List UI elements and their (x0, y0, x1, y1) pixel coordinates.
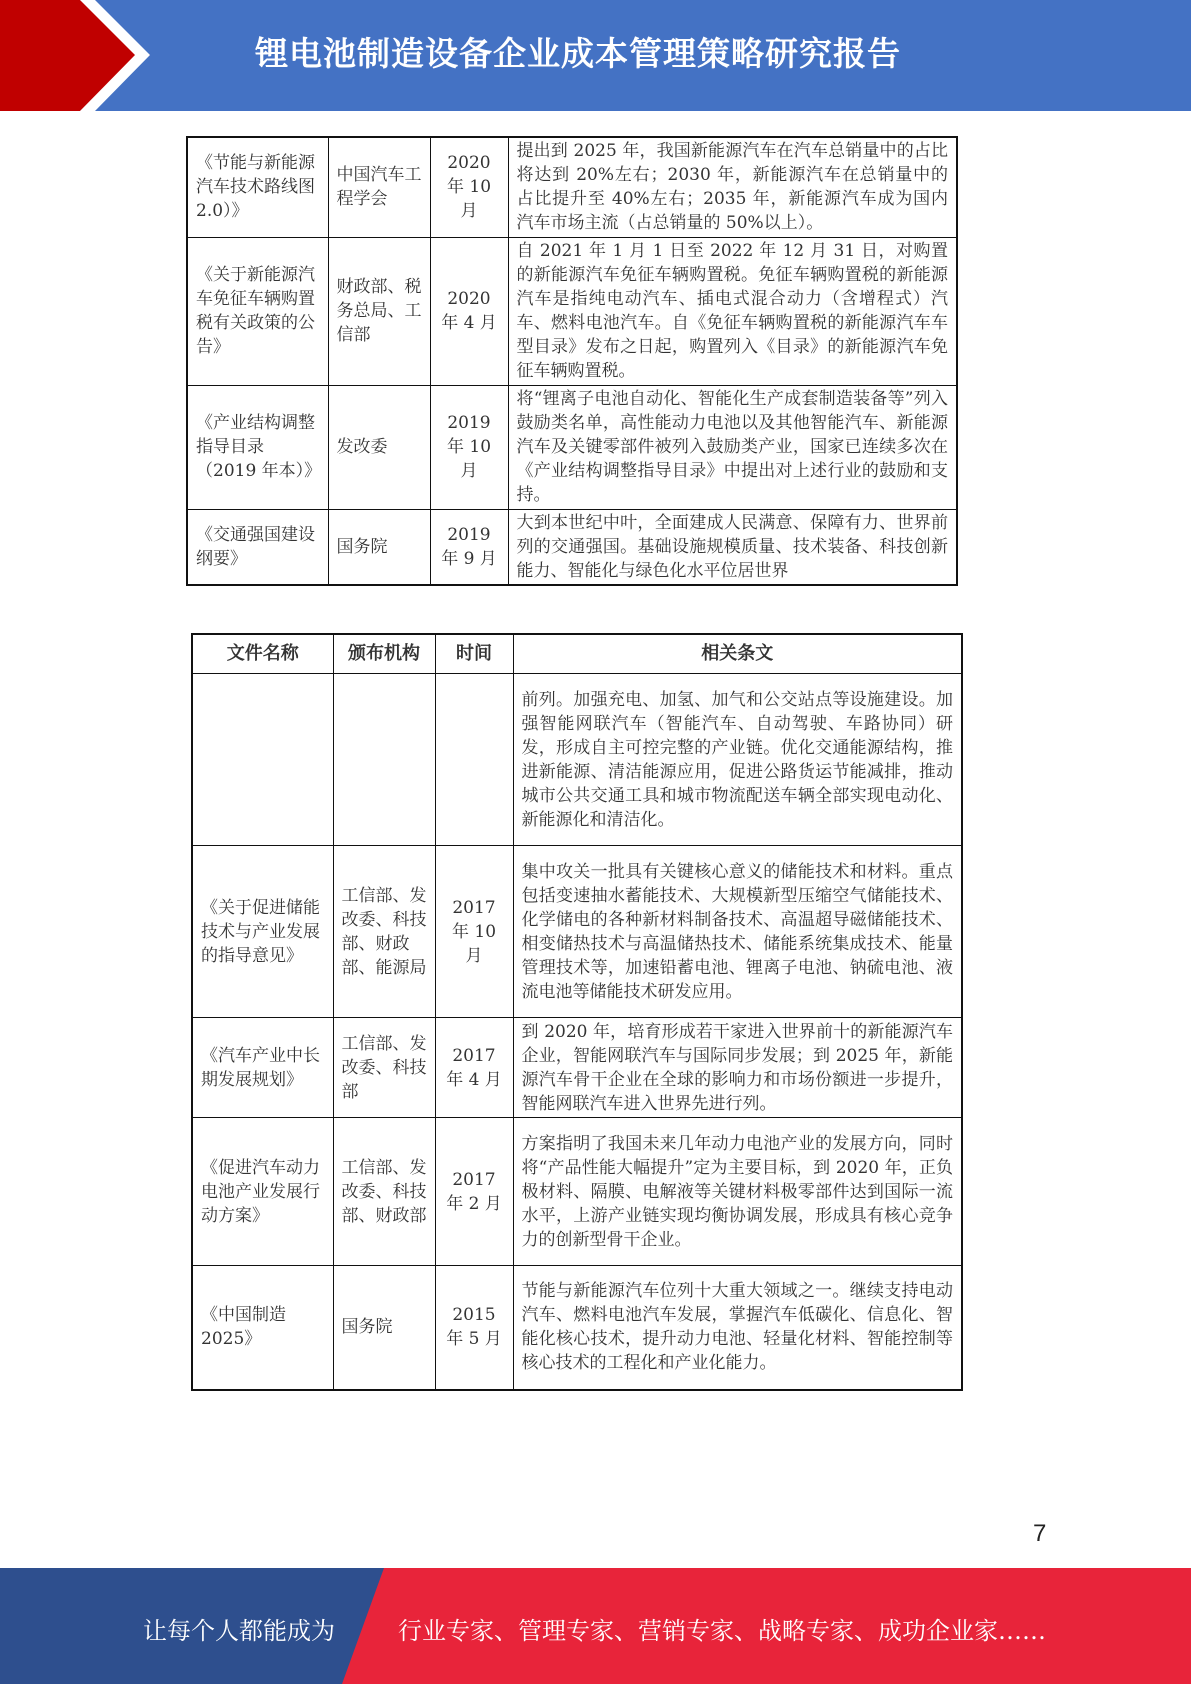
clause-cell: 将“锂离子电池自动化、智能化生产成套制造装备等”列入鼓励类名单，高性能动力电池以及其他智能汽车、新能源汽车及关键零部件被列入鼓励类产业，国家已连续多次在《产业结构调整指导目录》中提出对上述行业的鼓励和支持。 (508, 385, 957, 509)
clause-cell: 集中攻关一批具有关键核心意义的储能技术和材料。重点包括变速抽水蓄能技术、大规模新型压缩空气储能技术、化学储电的各种新材料制备技术、高温超导磁储能技术、相变储热技术与高温储热技术、储能系统集成技术、能量管理技术等，加速铅蓄电池、锂离子电池、钠硫电池、液流电池等储能技术研发应用。 (513, 846, 962, 1018)
table-row (192, 1118, 962, 1266)
table-row (187, 137, 957, 237)
clause-cell: 前列。加强充电、加氢、加气和公交站点等设施建设。加强智能网联汽车（智能汽车、自动驾驶、车路协同）研发，形成自主可控完整的产业链。优化交通能源结构，推进新能源、清洁能源应用，促进公路货运节能减排，推动城市公共交通工具和城市物流配送车辆全部实现电动化、新能源化和清洁化。 (513, 674, 962, 846)
doc-name-cell: 《产业结构调整指导目录（2019 年本）》 (187, 385, 328, 509)
time-cell: 2017 年 2 月 (435, 1118, 513, 1266)
header-red-arrow (0, 0, 150, 111)
column-header-text: 相关条文 (513, 634, 962, 674)
org-cell: 工信部、发改委、科技部、财政部 (333, 1118, 435, 1266)
report-title: 锂电池制造设备企业成本管理策略研究报告 (255, 34, 901, 73)
time-cell: 2017 年 4 月 (435, 1018, 513, 1118)
column-header-name: 文件名称 (192, 634, 333, 674)
column-header-time: 时间 (435, 634, 513, 674)
column-header-org: 颁布机构 (333, 634, 435, 674)
clause-cell: 方案指明了我国未来几年动力电池产业的发展方向，同时将“产品性能大幅提升”定为主要目标，到 2020 年，正负极材料、隔膜、电解液等关键材料极零部件达到国际一流水平，上游产业链实现均衡协调发展，形成具有核心竞争力的创新型骨干企业。 (513, 1118, 962, 1266)
doc-name-cell: 《促进汽车动力电池产业发展行动方案》 (192, 1118, 333, 1266)
policy-table (191, 633, 963, 1391)
clause-cell: 节能与新能源汽车位列十大重大领域之一。继续支持电动汽车、燃料电池汽车发展，掌握汽车低碳化、信息化、智能化核心技术，提升动力电池、轻量化材料、智能控制等核心技术的工程化和产业化能力。 (513, 1266, 962, 1390)
doc-name-cell: 《节能与新能源汽车技术路线图 2.0）》 (187, 137, 328, 237)
page-number: 7 (1033, 1520, 1047, 1547)
table-row (187, 509, 957, 585)
time-cell: 2020 年 10 月 (430, 137, 508, 237)
table-row (192, 1266, 962, 1390)
clause-cell: 自 2021 年 1 月 1 日至 2022 年 12 月 31 日，对购置的新能源汽车免征车辆购置税。免征车辆购置税的新能源汽车是指纯电动汽车、插电式混合动力（含增程式）汽车、燃料电池汽车。自《免征车辆购置税的新能源汽车车型目录》发布之日起，购置列入《目录》的新能源汽车免征车辆购置税。 (508, 237, 957, 385)
table-row (187, 237, 957, 385)
table-row (192, 674, 962, 846)
org-cell: 国务院 (328, 509, 430, 585)
clause-cell: 到 2020 年，培育形成若干家进入世界前十的新能源汽车企业，智能网联汽车与国际同步发展；到 2025 年，新能源汽车骨干企业在全球的影响力和市场份额进一步提升，智能网联汽车进入世界先进行列。 (513, 1018, 962, 1118)
time-cell (435, 674, 513, 846)
org-cell: 国务院 (333, 1266, 435, 1390)
page-footer (0, 1568, 1191, 1684)
org-cell: 工信部、发改委、科技部 (333, 1018, 435, 1118)
doc-name-cell: 《关于新能源汽车免征车辆购置税有关政策的公告》 (187, 237, 328, 385)
time-cell: 2020 年 4 月 (430, 237, 508, 385)
doc-name-cell: 《关于促进储能技术与产业发展的指导意见》 (192, 846, 333, 1018)
time-cell: 2019 年 10 月 (430, 385, 508, 509)
time-cell: 2015 年 5 月 (435, 1266, 513, 1390)
table-row (192, 846, 962, 1018)
footer-slogan-right: 行业专家、管理专家、营销专家、战略专家、成功企业家…… (398, 1617, 1046, 1645)
time-cell: 2019 年 9 月 (430, 509, 508, 585)
org-cell: 中国汽车工程学会 (328, 137, 430, 237)
doc-name-cell: 《汽车产业中长期发展规划》 (192, 1018, 333, 1118)
table-row (187, 385, 957, 509)
org-cell: 发改委 (328, 385, 430, 509)
org-cell (333, 674, 435, 846)
table-header-row (192, 634, 962, 674)
clause-cell: 大到本世纪中叶，全面建成人民满意、保障有力、世界前列的交通强国。基础设施规模质量、技术装备、科技创新能力、智能化与绿色化水平位居世界 (508, 509, 957, 585)
doc-name-cell: 《中国制造 2025》 (192, 1266, 333, 1390)
doc-name-cell (192, 674, 333, 846)
clause-cell: 提出到 2025 年，我国新能源汽车在汽车总销量中的占比将达到 20%左右；2030 年，新能源汽车在总销量中的占比提升至 40%左右；2035 年，新能源汽车成为国内汽车市场主流（占总销量的 50%以上）。 (508, 137, 957, 237)
org-cell: 财政部、税务总局、工信部 (328, 237, 430, 385)
table-row (192, 1018, 962, 1118)
page-header (0, 0, 1191, 111)
doc-name-cell: 《交通强国建设纲要》 (187, 509, 328, 585)
policy-table-continued (186, 136, 958, 586)
org-cell: 工信部、发改委、科技部、财政部、能源局 (333, 846, 435, 1018)
time-cell: 2017 年 10 月 (435, 846, 513, 1018)
footer-slogan-left: 让每个人都能成为 (143, 1617, 335, 1645)
